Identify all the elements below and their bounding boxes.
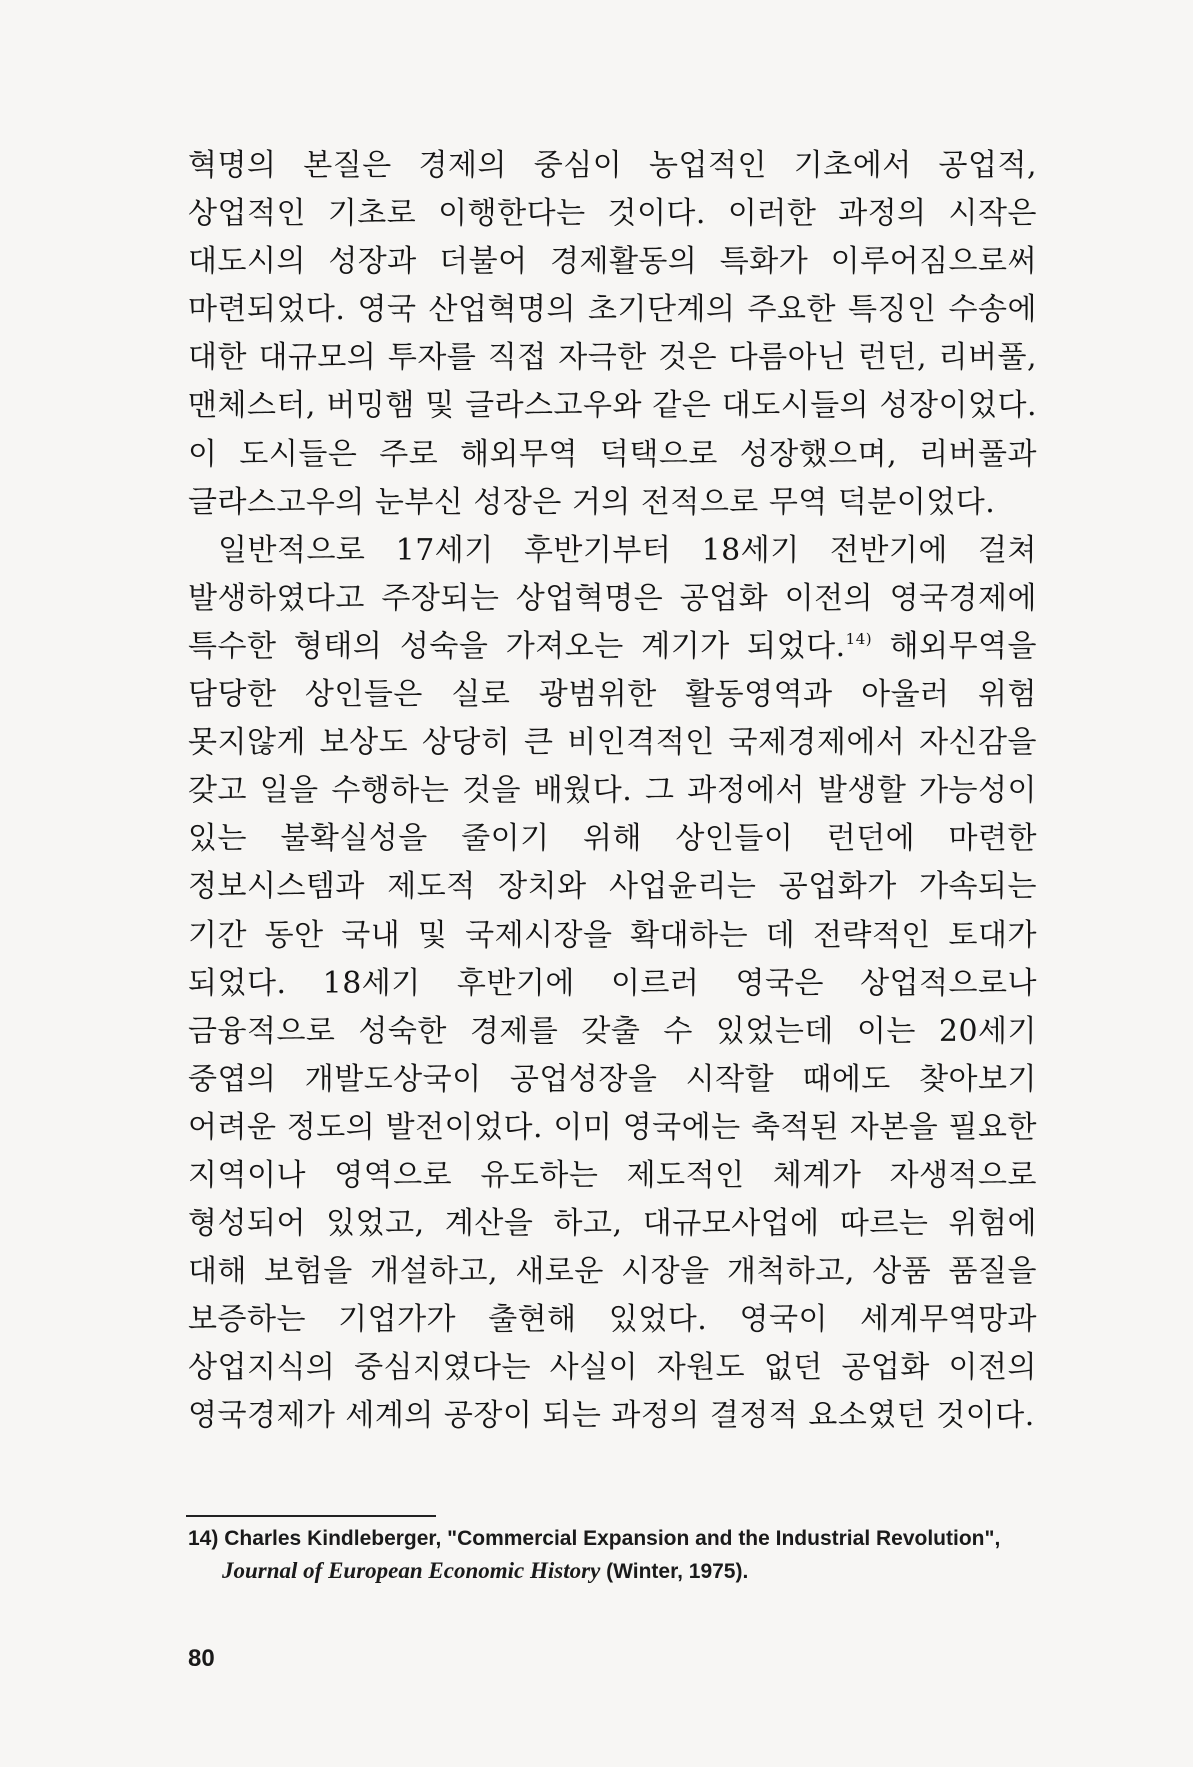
paragraph-2	[188, 527, 1037, 1441]
footnote-journal: Journal of European Economic History	[222, 1558, 601, 1583]
page-number: 80	[188, 1645, 215, 1672]
footnote-14	[188, 1523, 1058, 1588]
footnote-citation: Charles Kindleberger, "Commercial Expansion and the Industrial Revolution",	[224, 1527, 1001, 1550]
footnote-line-1	[188, 1523, 1058, 1555]
paragraph-1: 혁명의 본질은 경제의 중심이 농업적인 기초에서 공업적, 상업적인 기초로 이행한다는 것이다. 이러한 과정의 시작은 대도시의 성장과 더불어 경제활동의 특화가 이루어짐으로써 마련되었다. 영국 산업혁명의 초기단계의 주요한 특징인 수송에 대한 대규모의 투자를 직접 자극한 것은 다름아닌 런던, 리버풀, 맨체스터, 버밍햄 및 글라스고우와 같은 대도시들의 성장이었다. 이 도시들은 주로 해외무역 덕택으로 성장했으며, 리버풀과 글라스고우의 눈부신 성장은 거의 전적으로 무역 덕분이었다.	[188, 148, 1037, 520]
footnote-number: 14)	[188, 1527, 219, 1550]
footnote-divider	[186, 1515, 436, 1517]
paragraph-2-text-b: 해외무역을 담당한 상인들은 실로 광범위한 활동영역과 아울러 위험 못지않게 보상도 상당히 큰 비인격적인 국제경제에서 자신감을 갖고 일을 수행하는 것을 배웠다. 그 과정에서 발생할 가능성이 있는 불확실성을 줄이기 위해 상인들이 런던에 마련한 정보시스템과 제도적 장치와 사업윤리는 공업화가 가속되는 기간 동안 국내 및 국제시장을 확대하는 데 전략적인 토대가 되었다. 18세기 후반기에 이르러 영국은 상업적으로나 금융적으로 성숙한 경제를 갖출 수 있었는데 이는 20세기 중엽의 개발도상국이 공업성장을 시작할 때에도 찾아보기 어려운 정도의 발전이었다. 이미 영국에는 축적된 자본을 필요한 지역이나 영역으로 유도하는 제도적인 체계가 자생적으로 형성되어 있었고, 계산을 하고, 대규모사업에 따르는 위험에 대해 보험을 개설하고, 새로운 시장을 개척하고, 상품 품질을 보증하는 기업가가 출현해 있었다. 영국이 세계무역망과 상업지식의 중심지였다는 사실이 자원도 없던 공업화 이전의 영국경제가 세계의 공장이 되는 과정의 결정적 요소였던 것이다.	[188, 628, 1038, 1434]
footnote-reference[interactable]: 14)	[845, 629, 873, 648]
footnote-line-2	[188, 1555, 1058, 1588]
main-text	[188, 142, 1037, 1441]
paragraph-2-text-a: 일반적으로 17세기 후반기부터 18세기 전반기에 걸쳐 발생하였다고 주장되는 상업혁명은 공업화 이전의 영국경제에 특수한 형태의 성숙을 가져오는 계기가 되었다.	[188, 532, 1037, 664]
footnote-date: (Winter, 1975).	[606, 1560, 749, 1583]
